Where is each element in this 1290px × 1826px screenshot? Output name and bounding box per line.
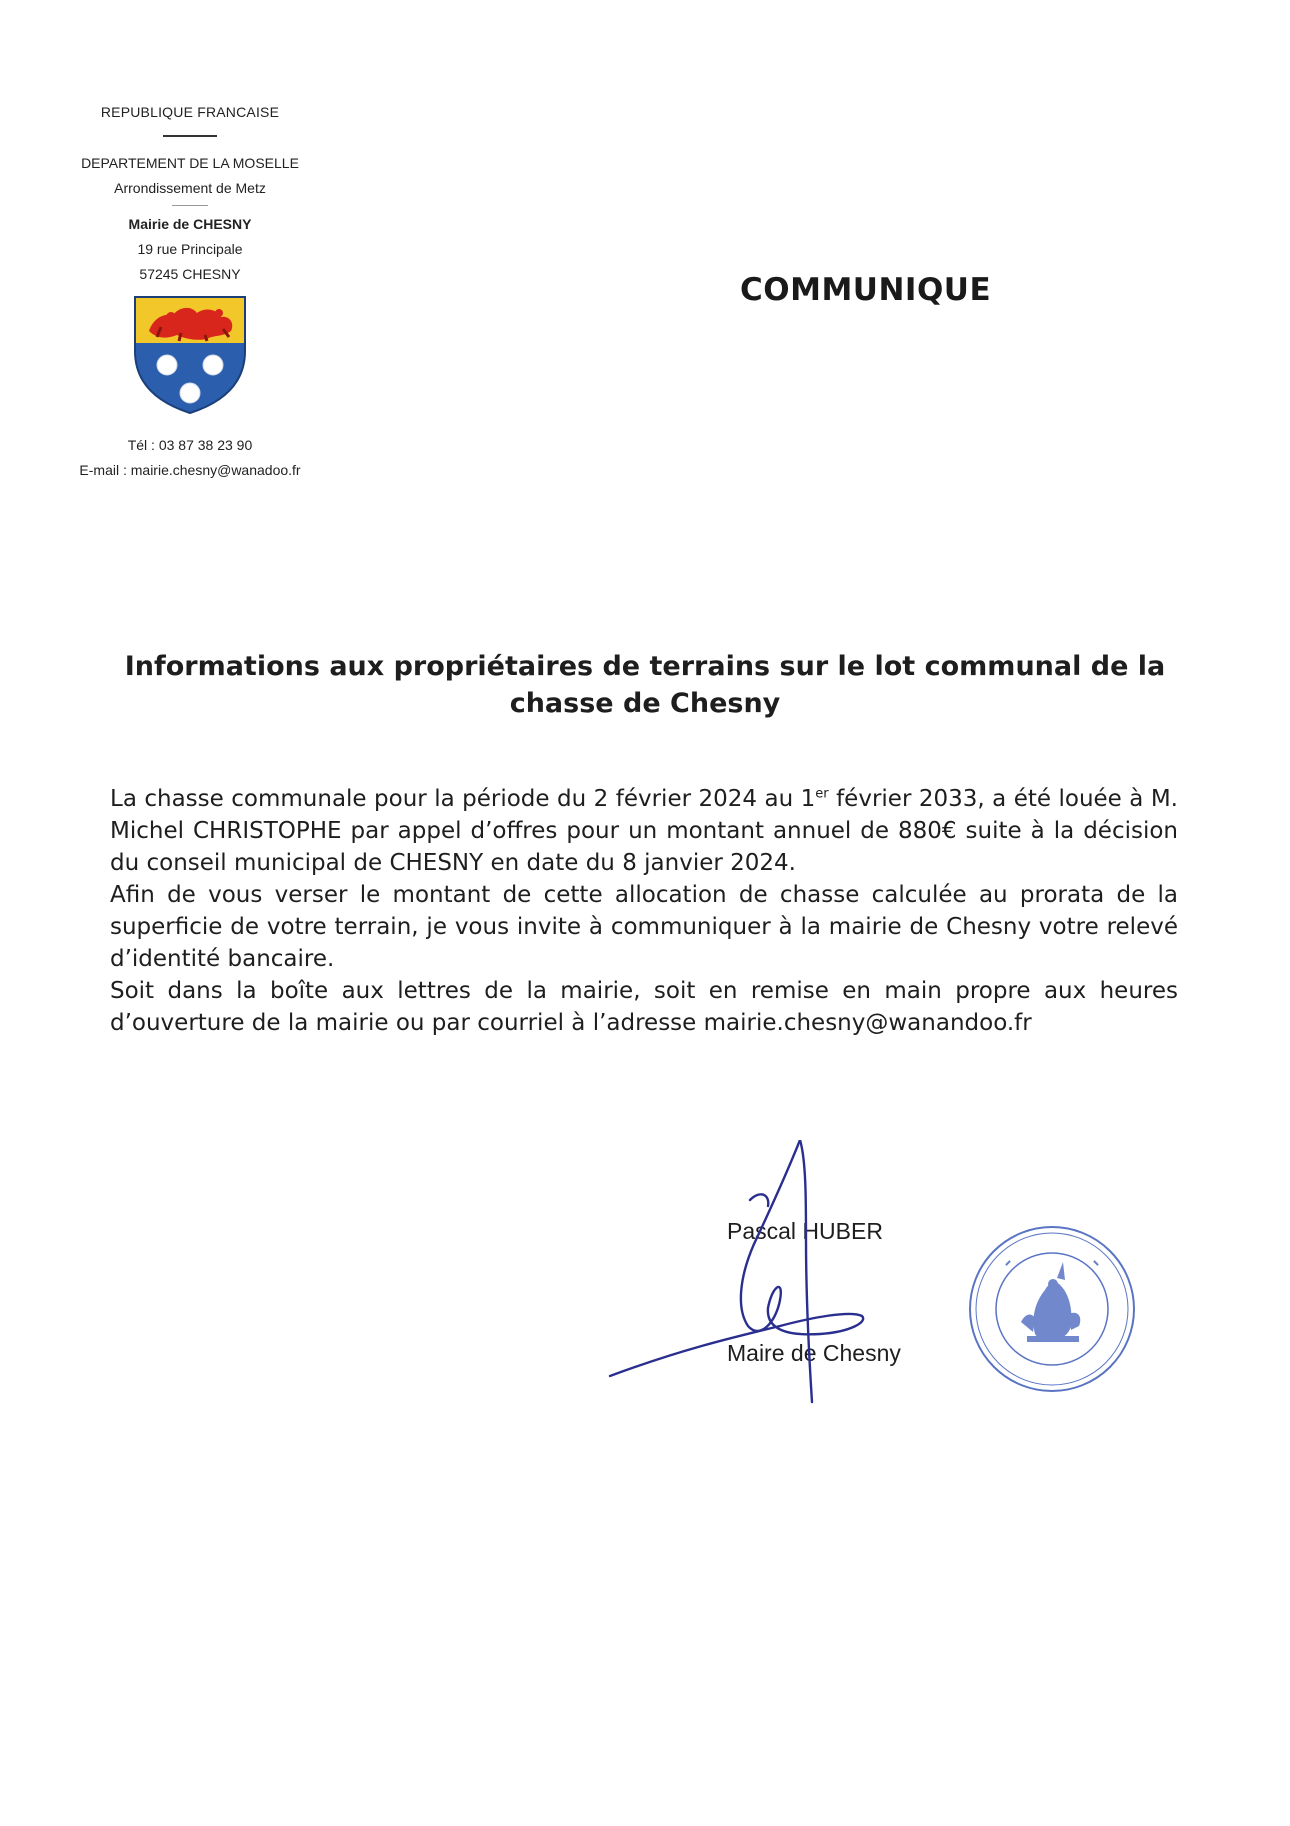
ordinal-superscript: er: [815, 786, 829, 802]
minor-divider: [172, 205, 208, 206]
paragraph-submission: Soit dans la boîte aux lettres de la mairie, soit en remise en main propre aux heures d’ouverture de la mairie ou par courriel à l’adresse mairie.chesny@wanandoo.fr: [110, 978, 1178, 1036]
letterhead: [40, 100, 340, 483]
phone-line: Tél : 03 87 38 23 90: [127, 437, 253, 453]
city-address: 57245 CHESNY: [139, 266, 241, 282]
mairie-name: Mairie de CHESNY: [128, 216, 252, 232]
communique-heading: COMMUNIQUE: [740, 272, 992, 308]
paragraph-lease-start: La chasse communale pour la période du 2 février 2024 au 1: [110, 786, 816, 812]
signatory-name: Pascal HUBER: [727, 1218, 883, 1244]
coat-of-arms-icon: [131, 293, 249, 415]
document-title: [110, 648, 1180, 722]
document-body: [110, 783, 1178, 1039]
title-line-2: chasse de Chesny: [509, 688, 781, 719]
republic-heading: REPUBLIQUE FRANCAISE: [100, 104, 280, 120]
arrondissement-line: Arrondissement de Metz: [114, 180, 266, 196]
paragraph-allocation: Afin de vous verser le montant de cette allocation de chasse calculée au prorata de la superficie de votre terrain, je vous invite à communiquer à la mairie de Chesny votre relevé d’identité bancaire.: [110, 882, 1178, 972]
title-line-1: Informations aux propriétaires de terrains sur le lot communal de la: [124, 651, 1166, 682]
header-divider: [163, 135, 217, 137]
signatory-role: Maire de Chesny: [727, 1340, 901, 1366]
department-line: DEPARTEMENT DE LA MOSELLE: [81, 155, 299, 171]
official-seal-icon: [965, 1222, 1140, 1397]
street-address: 19 rue Principale: [137, 241, 243, 257]
handwritten-signature-icon: [600, 1140, 900, 1410]
signature-block: [600, 1140, 1160, 1410]
paragraph-lease: [110, 783, 1178, 879]
paragraph-lease-end: février 2033, a été louée à M. Michel CHRISTOPHE par appel d’offres pour un montant annuel de 880€ suite à la décision du conseil municipal de CHESNY en date du 8 janvier 2024.: [110, 786, 1178, 876]
email-line: E-mail : mairie.chesny@wanadoo.fr: [79, 462, 301, 478]
